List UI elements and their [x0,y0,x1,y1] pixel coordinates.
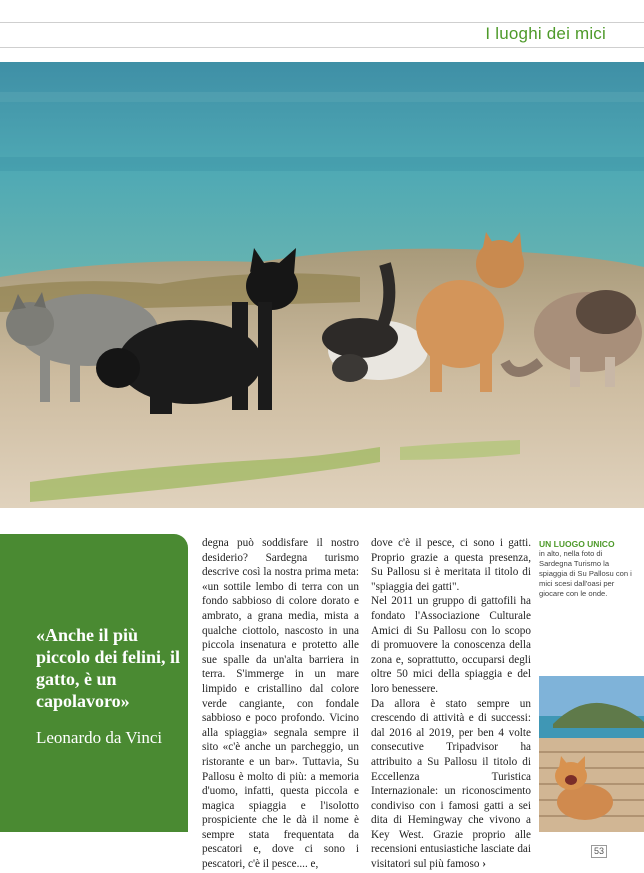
article-paragraph-text: Da allora è stato sempre un crescendo di attività e di successi: dal 2016 al 2019, per ben 4 volte consecutive Tripadvisor ha attribuito a Su Pallosu il titolo di Eccellenza Turistica Internazionale: un riconoscimento condiviso con i famosi gatti a sei dita di Hemingway che vivono a Key West. Grazie proprio alle recensioni entusiastiche lasciate dai visitatori sul più famoso [371,697,531,871]
article-paragraph: Nel 2011 un gruppo di gattofili ha fondato l'Associazione Culturale Amici di Su Pallosu con lo scopo di promuovere la conoscenza della zona e, soprattutto, occuparsi degli oltre 50 mici della spiaggia e del loro benessere. [371,595,531,695]
page-number: 53 [591,845,607,858]
article-column-2 [371,536,531,872]
pull-quote-text: «Anche il più piccolo dei felini, il gatto, è un capolavoro» [36,625,180,711]
main-photo [0,62,644,508]
caption-title: UN LUOGO UNICO [539,539,615,549]
article-column-1 [202,536,359,872]
small-photo [539,676,644,832]
article-paragraph: degna può soddisfare il nostro desiderio? Sardegna turismo descrive così la nostra prima meta: «un sottile lembo di terra con un fondo sabbioso di colore dorato e ambrato, a grana media, mista a qualche ciottolo, nascosto in una piccola insenatura e protetto alle sue spalle da un'alta barriera in terra. S'immerge in un mare limpido e cristallino dal colore verde cangiante, con fondale sabbioso e poco profondo. Vicino alla spiaggia» segnala sempre il sito «c'è anche un parcheggio, un ristorante e un bar». Tuttavia, Su Pallosu è molto di più: a memoria d'uomo, infatti, questa piccola e magica spiaggia e l'isolotto prospiciente che le dà il nome è sempre stata frequentata da pescatori e, dove ci sono i pescatori, c'è il pesce.... e, [202,537,359,871]
pull-quote-author: Leonardo da Vinci [36,728,163,747]
article-paragraph [371,697,531,872]
photo-caption [539,539,637,599]
article-paragraph: dove c'è il pesce, ci sono i gatti. Proprio grazie a questa presenza, Su Pallosu si è meritata il titolo di "spiaggia dei gatti". [371,537,531,593]
pull-quote-box [0,534,188,832]
header-band [0,22,644,48]
section-title: I luoghi dei mici [485,24,606,43]
continue-mark: › [482,858,486,871]
caption-text: in alto, nella foto di Sardegna Turismo la spiaggia di Su Pallosu con i mici scesi dall'oasi per giocare con le onde. [539,549,632,598]
